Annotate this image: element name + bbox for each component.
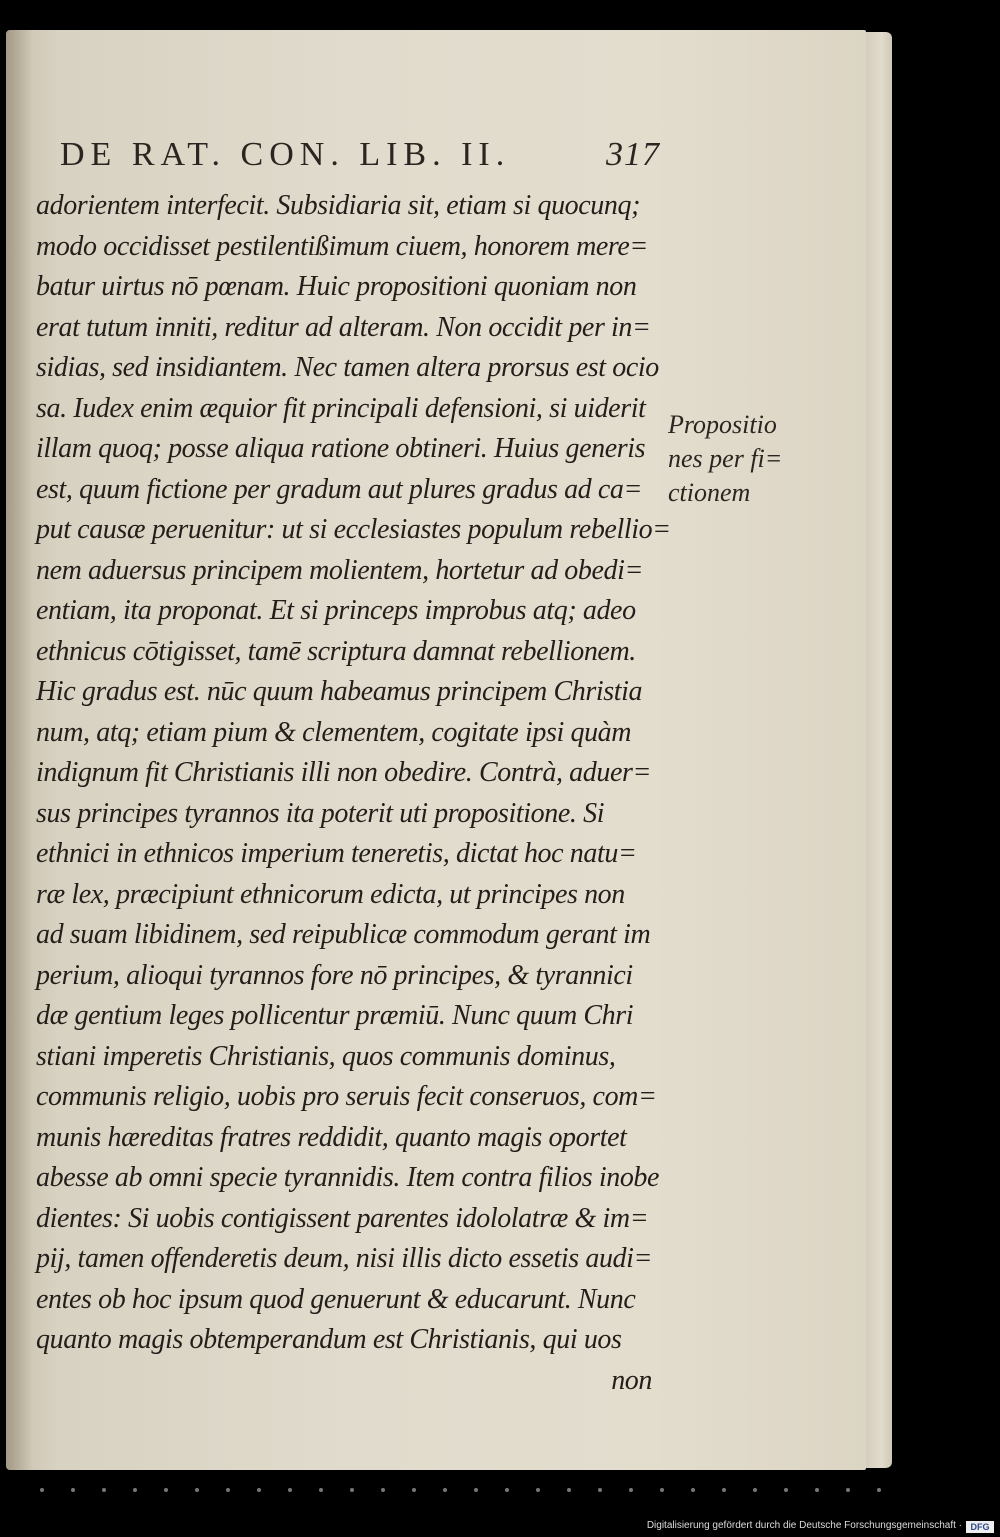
- edge-dot: [877, 1488, 881, 1492]
- marginal-note: [668, 408, 808, 510]
- edge-dot: [722, 1488, 726, 1492]
- text-line: est, quum fictione per gradum aut plures gradus ad ca=: [36, 473, 642, 505]
- edge-dot: [784, 1488, 788, 1492]
- text-line: sa. Iudex enim æquior fit principali defensioni, si uiderit: [36, 392, 646, 424]
- edge-dot: [815, 1488, 819, 1492]
- edge-dot: [753, 1488, 757, 1492]
- text-line: entes ob hoc ipsum quod genuerunt & educarunt. Nunc: [36, 1283, 636, 1315]
- edge-dot: [691, 1488, 695, 1492]
- text-line: ræ lex, præcipiunt ethnicorum edicta, ut principes non: [36, 878, 625, 910]
- catchword: non: [611, 1364, 652, 1396]
- edge-dot: [40, 1488, 44, 1492]
- text-line: erat tutum inniti, reditur ad alteram. Non occidit per in=: [36, 311, 651, 343]
- text-line: ad suam libidinem, sed reipublicæ commodum gerant im: [36, 919, 651, 950]
- text-line: munis hæreditas fratres reddidit, quanto magis oportet: [36, 1121, 627, 1153]
- text-line: abesse ab omni specie tyrannidis. Item contra filios inobe: [36, 1162, 660, 1193]
- marginal-note-line: ctionem: [668, 478, 751, 507]
- text-line: entiam, ita proponat. Et si princeps improbus atq; adeo: [36, 595, 636, 626]
- edge-dot: [660, 1488, 664, 1492]
- text-line: ethnicus cōtigisset, tamē scriptura damnat rebellionem.: [36, 635, 636, 667]
- page-edge-dots: [40, 1488, 920, 1498]
- text-line: dæ gentium leges pollicentur præmiū. Nunc quum Chri: [36, 1000, 634, 1031]
- edge-dot: [195, 1488, 199, 1492]
- edge-dot: [598, 1488, 602, 1492]
- edge-dot: [319, 1488, 323, 1492]
- running-title: DE RAT. CON. LIB. II.: [60, 136, 511, 173]
- text-line: num, atq; etiam pium & clementem, cogitate ipsi quàm: [36, 716, 632, 748]
- text-line: Hic gradus est. nūc quum habeamus principem Christia: [36, 676, 643, 707]
- page-number: 317: [606, 136, 660, 173]
- page-edge: [866, 32, 892, 1468]
- text-line: sus principes tyrannos ita poterit uti propositione. Si: [36, 797, 605, 829]
- text-line: dientes: Si uobis contigissent parentes idololatræ & im=: [36, 1202, 649, 1234]
- edge-dot: [629, 1488, 633, 1492]
- edge-dot: [474, 1488, 478, 1492]
- body-text: [36, 186, 676, 1401]
- marginal-note-line: Propositio: [668, 410, 777, 439]
- text-line: illam quoq; posse aliqua ratione obtineri. Huius generis: [36, 433, 646, 464]
- text-line: stiani imperetis Christianis, quos communis dominus,: [36, 1040, 616, 1072]
- page-gutter-shadow: [6, 30, 32, 1470]
- edge-dot: [350, 1488, 354, 1492]
- running-head: [60, 136, 660, 174]
- edge-dot: [102, 1488, 106, 1492]
- text-line: quanto magis obtemperandum est Christianis, qui uos: [36, 1324, 622, 1355]
- dfg-logo: DFG: [966, 1521, 994, 1533]
- text-line: batur uirtus nō pœnam. Huic propositioni quoniam non: [36, 271, 637, 302]
- edge-dot: [381, 1488, 385, 1492]
- text-line: nem aduersus principem molientem, hortetur ad obedi=: [36, 554, 644, 586]
- edge-dot: [71, 1488, 75, 1492]
- edge-dot: [505, 1488, 509, 1492]
- edge-dot: [288, 1488, 292, 1492]
- text-line: adorientem interfecit. Subsidiaria sit, etiam si quocunq;: [36, 190, 641, 221]
- edge-dot: [536, 1488, 540, 1492]
- edge-dot: [226, 1488, 230, 1492]
- text-line: communis religio, uobis pro seruis fecit conseruos, com=: [36, 1081, 657, 1112]
- text-line: sidias, sed insidiantem. Nec tamen altera prorsus est ocio: [36, 352, 659, 383]
- edge-dot: [257, 1488, 261, 1492]
- edge-dot: [133, 1488, 137, 1492]
- digitization-credit: Digitalisierung gefördert durch die Deutsche Forschungsgemeinschaft ·: [646, 1520, 962, 1531]
- text-line: perium, alioqui tyrannos fore nō principes, & tyrannici: [36, 959, 633, 991]
- edge-dot: [164, 1488, 168, 1492]
- edge-dot: [443, 1488, 447, 1492]
- edge-dot: [567, 1488, 571, 1492]
- text-line: indignum fit Christianis illi non obedire. Contrà, aduer=: [36, 757, 651, 788]
- edge-dot: [846, 1488, 850, 1492]
- text-line: pij, tamen offenderetis deum, nisi illis dicto essetis audi=: [36, 1243, 653, 1274]
- text-line: put causæ peruenitur: ut si ecclesiastes populum rebellio=: [36, 514, 671, 545]
- marginal-note-line: nes per fi=: [668, 444, 783, 473]
- edge-dot: [412, 1488, 416, 1492]
- text-line: ethnici in ethnicos imperium teneretis, dictat hoc natu=: [36, 838, 637, 869]
- text-line: modo occidisset pestilentißimum ciuem, honorem mere=: [36, 230, 648, 262]
